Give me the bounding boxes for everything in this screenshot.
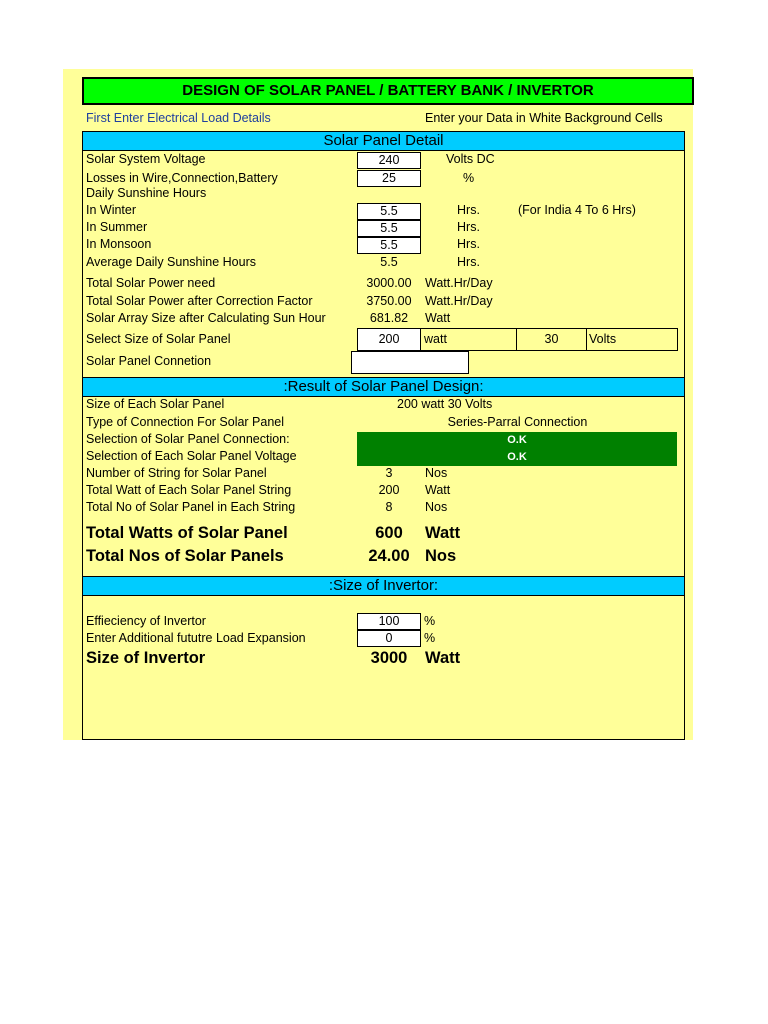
winter-label: In Winter (86, 203, 137, 217)
monsoon-input[interactable]: 5.5 (357, 237, 421, 254)
num-strings-unit: Nos (425, 466, 448, 480)
winter-unit: Hrs. (457, 203, 480, 217)
panel-volt-input[interactable]: 30 (516, 328, 587, 351)
selection-voltage-status: O.K (357, 449, 677, 466)
expansion-label: Enter Additional fututre Load Expansion (86, 631, 306, 645)
efficiency-input[interactable]: 100 (357, 613, 421, 630)
page-title: DESIGN OF SOLAR PANEL / BATTERY BANK / INVERTOR (82, 77, 694, 105)
monsoon-unit: Hrs. (457, 237, 480, 251)
selection-connection-label: Selection of Solar Panel Connection: (86, 432, 290, 446)
type-connection-value: Series-Parral Connection (447, 415, 588, 429)
panel-watt-input[interactable]: 200 (357, 328, 421, 351)
watt-string-label: Total Watt of Each Solar Panel String (86, 483, 292, 497)
total-nos-unit: Nos (425, 547, 457, 565)
section-result: :Result of Solar Panel Design: (82, 377, 685, 397)
type-connection-label: Type of Connection For Solar Panel (86, 415, 285, 429)
losses-input[interactable]: 25 (357, 170, 421, 187)
invertor-size-label: Size of Invertor (86, 649, 206, 667)
total-power-label: Total Solar Power need (86, 276, 216, 290)
panels-string-label: Total No of Solar Panel in Each String (86, 500, 296, 514)
summer-unit: Hrs. (457, 220, 480, 234)
watt-string-unit: Watt (425, 483, 451, 497)
total-power-corrected-unit: Watt.Hr/Day (425, 294, 493, 308)
num-strings-label: Number of String for Solar Panel (86, 466, 267, 480)
num-strings-value: 3 (385, 466, 393, 480)
watt-string-value: 200 (378, 483, 400, 497)
winter-input[interactable]: 5.5 (357, 203, 421, 220)
panel-connection-input[interactable] (351, 351, 469, 374)
note-load-details: First Enter Electrical Load Details (86, 111, 271, 125)
note-white-cells: Enter your Data in White Background Cells (425, 111, 663, 125)
average-sunshine-value: 5.5 (380, 255, 398, 269)
expansion-input[interactable]: 0 (357, 630, 421, 647)
size-each-label: Size of Each Solar Panel (86, 397, 225, 411)
panel-watt-unit: watt (421, 328, 517, 351)
panel-size-label: Select Size of Solar Panel (86, 332, 231, 346)
array-size-value: 681.82 (369, 311, 409, 325)
panel-volt-unit: Volts (586, 328, 678, 351)
total-power-corrected-label: Total Solar Power after Correction Factor (86, 294, 313, 308)
efficiency-unit: % (424, 614, 436, 628)
section-solar-panel-detail: Solar Panel Detail (82, 131, 685, 151)
summer-input[interactable]: 5.5 (357, 220, 421, 237)
system-voltage-label: Solar System Voltage (86, 152, 206, 166)
total-power-value: 3000.00 (366, 276, 412, 290)
section-invertor: :Size of Invertor: (82, 576, 685, 596)
average-sunshine-unit: Hrs. (457, 255, 480, 269)
sunshine-heading: Daily Sunshine Hours (86, 186, 207, 200)
total-power-corrected-value: 3750.00 (366, 294, 412, 308)
losses-label: Losses in Wire,Connection,Battery (86, 171, 278, 185)
expansion-unit: % (424, 631, 436, 645)
size-each-value: 200 watt 30 Volts (397, 397, 493, 411)
system-voltage-input[interactable]: 240 (357, 152, 421, 169)
total-watts-label: Total Watts of Solar Panel (86, 524, 288, 542)
total-power-unit: Watt.Hr/Day (425, 276, 493, 290)
selection-voltage-label: Selection of Each Solar Panel Voltage (86, 449, 297, 463)
winter-note: (For India 4 To 6 Hrs) (518, 203, 636, 217)
total-nos-label: Total Nos of Solar Panels (86, 547, 284, 565)
array-size-unit: Watt (425, 311, 451, 325)
system-voltage-unit: Volts DC (446, 152, 495, 166)
total-watts-value: 600 (375, 524, 403, 542)
average-sunshine-label: Average Daily Sunshine Hours (86, 255, 257, 269)
array-size-label: Solar Array Size after Calculating Sun Hour (86, 311, 326, 325)
panel-connection-label: Solar Panel Connetion (86, 354, 212, 368)
invertor-size-value: 3000 (370, 649, 408, 667)
panels-string-unit: Nos (425, 500, 448, 514)
panels-string-value: 8 (385, 500, 393, 514)
selection-connection-status: O.K (357, 432, 677, 449)
total-nos-value: 24.00 (368, 547, 410, 565)
summer-label: In Summer (86, 220, 148, 234)
efficiency-label: Effieciency of Invertor (86, 614, 206, 628)
total-watts-unit: Watt (425, 524, 461, 542)
losses-unit: % (463, 171, 475, 185)
monsoon-label: In Monsoon (86, 237, 152, 251)
invertor-size-unit: Watt (425, 649, 461, 667)
